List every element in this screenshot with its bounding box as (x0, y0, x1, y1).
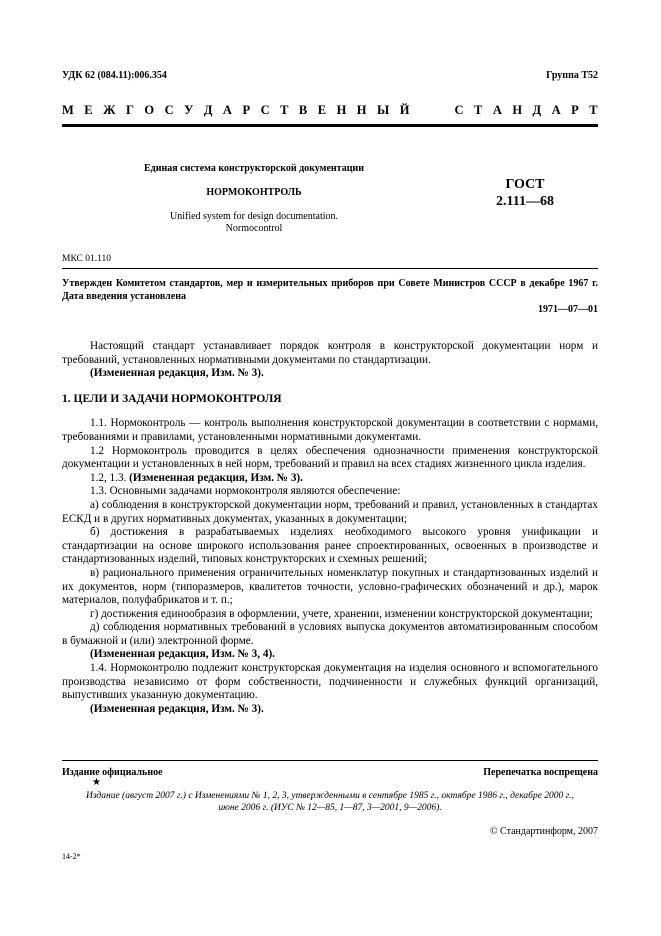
clause-1-2-1-3-amendment (62, 472, 598, 486)
system-name: Единая система конструкторской документации (144, 163, 364, 174)
amendment-clause-ref: 1.2, 1.3. (90, 471, 130, 484)
title-letter: Д (532, 103, 542, 117)
title-letter: Р (571, 103, 579, 117)
clause-1-3-item-g: г) достижения единообразия в оформлении, учете, хранении, изменении конструкторской документации; (90, 607, 593, 620)
clause-1-3-item-v: в) рационального применения ограничительных номенклатур покупных и стандартизованных изделий и их документов, норм (типоразмеров, квалитетов точности, условно-графических обозначений и др.), марок материалов, полуфабрикатов и т. п.; (62, 566, 598, 607)
title-letter: Ж (103, 103, 116, 117)
star-icon: ★ (92, 777, 101, 788)
no-reprint-label: Перепечатка воспрещена (483, 767, 598, 778)
title-letter: Н (356, 103, 367, 117)
title-letter (420, 103, 444, 118)
clause-1-4: 1.4. Нормоконтролю подлежит конструкторская документация на изделия основного и вспомогательного производства независимо от форм собственности, подчиненности и служебных функций организаций, выпустивших указанную документацию. (62, 662, 598, 702)
title-letter: У (184, 103, 194, 117)
title-letter: Е (317, 103, 327, 117)
title-letter: А (222, 103, 232, 117)
title-letter: М (62, 103, 74, 117)
title-letter: Е (84, 103, 93, 117)
footer-divider (62, 760, 598, 761)
clause-1-3-item-b: б) достижения в разрабатываемых изделиях необходимого высокого уровня унификации и стандартизации на основе широкого использования ранее спроектированных, освоенных в производстве и стандартизованных изделий, типовых конструкторских и схемных решений; (62, 526, 598, 566)
english-title-line1: Unified system for design documentation. (169, 211, 339, 222)
title-letter: С (260, 103, 270, 117)
title-letter: А (492, 103, 502, 117)
udk-code: УДК 62 (084.11):006.354 (62, 70, 167, 81)
header-divider (62, 124, 598, 127)
intro-paragraph: Настоящий стандарт устанавливает порядок контроля в конструкторской документации норм и требований, установленных нормативными документами по стандартизации. (62, 340, 598, 366)
title-letter: А (551, 103, 561, 117)
clause-1-4-amendment: (Измененная редакция, Изм. № 3). (90, 702, 264, 715)
amendment-note: (Измененная редакция, Изм. № 3). (129, 471, 303, 484)
edition-note-line1: Издание (август 2007 г.) с Изменениями № 1, 2, 3, утвержденными в сентябре 1985 г., октябре 1986 г., декабре 2000 г., (85, 791, 574, 801)
standard-name: НОРМОКОНТРОЛЬ (206, 187, 302, 198)
title-letter: В (298, 103, 308, 117)
clause-1-3-amendment: (Измененная редакция, Изм. № 3, 4). (90, 648, 275, 661)
group-code: Группа Т52 (546, 70, 598, 81)
page-mark: 14-2* (62, 852, 81, 861)
clause-1-1: 1.1. Нормоконтроль — контроль выполнения конструкторской документации в соответствии с нормами, требованиями и правилами, установленными нормативными документами. (62, 417, 598, 443)
edition-note-line2: июне 2006 г. (ИУС № 12—85, 1—87, 3—2001, 9—2006). (218, 803, 442, 813)
title-letter: Й (399, 103, 410, 117)
title-letter: Н (336, 103, 347, 117)
official-edition-label: Издание официальное (62, 767, 163, 778)
title-letter: Г (125, 103, 134, 117)
intro-amendment: (Измененная редакция, Изм. № 3). (90, 367, 264, 380)
introduction-date: 1971—07—01 (538, 304, 598, 315)
clause-1-3-item-a: а) соблюдения в конструкторской документации норм, требований и правил, установленных в стандартах ЕСКД и в других нормативных документах, указанных в документации; (62, 498, 598, 525)
approval-text: Утвержден Комитетом стандартов, мер и измерительных приборов при Совете Министров СССР в декабре 1967 г. Дата введения установлена (62, 278, 598, 302)
title-letter: Т (280, 103, 289, 117)
title-letter: О (144, 103, 155, 117)
title-letter: С (454, 103, 464, 117)
gost-label: ГОСТ (505, 177, 545, 192)
clause-1-3-item-d: д) соблюдения нормативных требований в условиях выпуска документов автоматизированным способом в бумажной и (или) электронной форме. (62, 621, 598, 647)
title-letter: Р (242, 103, 251, 117)
title-letter: Н (512, 103, 523, 117)
section-1-heading: 1. ЦЕЛИ И ЗАДАЧИ НОРМОКОНТРОЛЯ (62, 392, 282, 405)
document-body (62, 340, 598, 716)
title-letter: Д (203, 103, 213, 117)
title-letter: Ы (377, 103, 390, 117)
standard-type-title (62, 103, 598, 118)
clause-1-3: 1.3. Основными задачами нормоконтроля являются обеспечение: (90, 485, 401, 498)
mks-divider (62, 268, 598, 269)
title-letter: Т (589, 103, 598, 117)
english-title-line2: Normocontrol (225, 223, 283, 234)
mks-code: МКС 01.110 (62, 254, 112, 264)
title-letter: Т (473, 103, 483, 117)
gost-number: 2.111—68 (496, 194, 554, 209)
clause-1-2: 1.2 Нормоконтроль проводится в целях обеспечения однозначности применения конструкторской документации и установленных в ней норм, требований и правил на всех стадиях жизненного цикла изделия. (62, 444, 598, 471)
title-letter: С (164, 103, 174, 117)
copyright: © Стандартинформ, 2007 (489, 826, 598, 837)
